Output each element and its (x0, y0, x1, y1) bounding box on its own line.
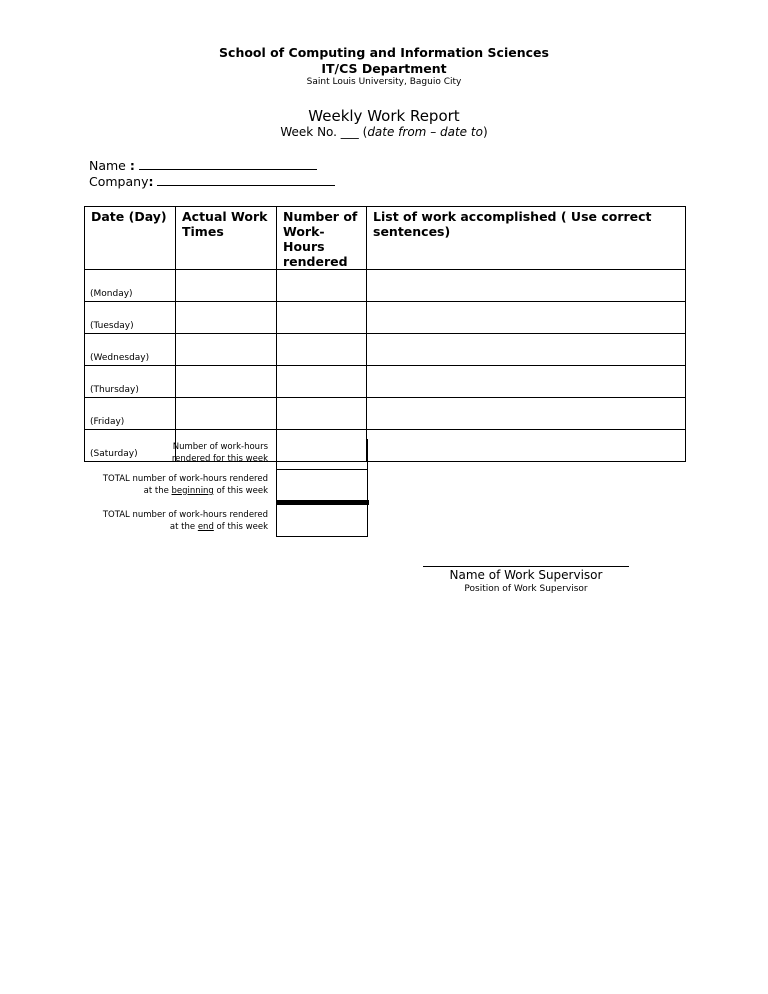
work-cell[interactable] (367, 334, 686, 366)
work-cell[interactable] (367, 302, 686, 334)
hours-cell[interactable] (277, 270, 367, 302)
header-date: Date (Day) (85, 207, 176, 270)
day-cell: (Saturday) (85, 430, 176, 462)
day-cell: (Thursday) (85, 366, 176, 398)
work-cell[interactable] (367, 366, 686, 398)
header-work-list: List of work accomplished ( Use correct sentences) (367, 207, 686, 270)
department-name: IT/CS Department (321, 61, 447, 76)
supervisor-name: Name of Work Supervisor (449, 568, 603, 582)
day-cell: (Tuesday) (85, 302, 176, 334)
name-blank[interactable] (139, 169, 317, 170)
table-row (85, 366, 686, 398)
name-label: Name (89, 158, 126, 173)
work-cell[interactable] (367, 430, 686, 462)
begin-total-label (103, 474, 268, 497)
signature-line[interactable] (423, 566, 629, 567)
table-row (85, 334, 686, 366)
times-cell[interactable] (176, 398, 277, 430)
table-row (85, 270, 686, 302)
hours-cell[interactable] (277, 334, 367, 366)
begin-total-line2 (103, 486, 268, 498)
week-hours-box[interactable] (276, 439, 368, 470)
times-cell[interactable] (176, 366, 277, 398)
report-title: Weekly Work Report (308, 107, 460, 125)
week-hours-line2: rendered for this week (171, 453, 268, 464)
begin-total-box[interactable] (276, 469, 368, 501)
hours-cell[interactable] (277, 398, 367, 430)
end-total-box[interactable] (276, 505, 368, 537)
end-post: of this week (213, 521, 268, 532)
end-total-line2 (103, 522, 268, 534)
name-colon: : (129, 158, 135, 173)
company-colon: : (148, 174, 154, 189)
header-work-hours: Number of Work-Hours rendered (277, 207, 367, 270)
begin-underlined: beginning (171, 485, 214, 496)
day-cell: (Wednesday) (85, 334, 176, 366)
name-field[interactable] (89, 158, 317, 173)
school-name: School of Computing and Information Sciences (219, 45, 549, 60)
hours-cell[interactable] (277, 302, 367, 334)
end-pre: at the (169, 521, 198, 532)
company-blank[interactable] (157, 185, 335, 186)
begin-pre: at the (143, 485, 172, 496)
work-cell[interactable] (367, 398, 686, 430)
times-cell[interactable] (176, 302, 277, 334)
supervisor-position: Position of Work Supervisor (464, 584, 588, 594)
company-label: Company (89, 174, 149, 189)
hours-cell[interactable] (277, 366, 367, 398)
table-row (85, 302, 686, 334)
end-total-line1: TOTAL number of work-hours rendered (102, 510, 268, 520)
times-cell[interactable] (176, 334, 277, 366)
work-report-table (84, 206, 686, 462)
day-cell: (Monday) (85, 270, 176, 302)
end-underlined: end (197, 521, 214, 532)
begin-total-line1: TOTAL number of work-hours rendered (102, 474, 268, 484)
work-cell[interactable] (367, 270, 686, 302)
week-hours-label (172, 442, 268, 465)
week-hours-line1: Number of work-hours (172, 442, 268, 452)
table-header-row (85, 207, 686, 270)
table-row (85, 398, 686, 430)
day-cell: (Friday) (85, 398, 176, 430)
header-actual-times: Actual Work Times (176, 207, 277, 270)
end-total-label (103, 510, 268, 533)
company-field[interactable] (89, 174, 335, 189)
week-line (0, 125, 768, 139)
times-cell[interactable] (176, 270, 277, 302)
week-prefix: Week No. ___ ( (280, 125, 368, 139)
week-range: date from – date to (367, 125, 483, 139)
begin-post: of this week (213, 485, 268, 496)
week-suffix: ) (482, 125, 488, 139)
university-name: Saint Louis University, Baguio City (306, 77, 462, 87)
